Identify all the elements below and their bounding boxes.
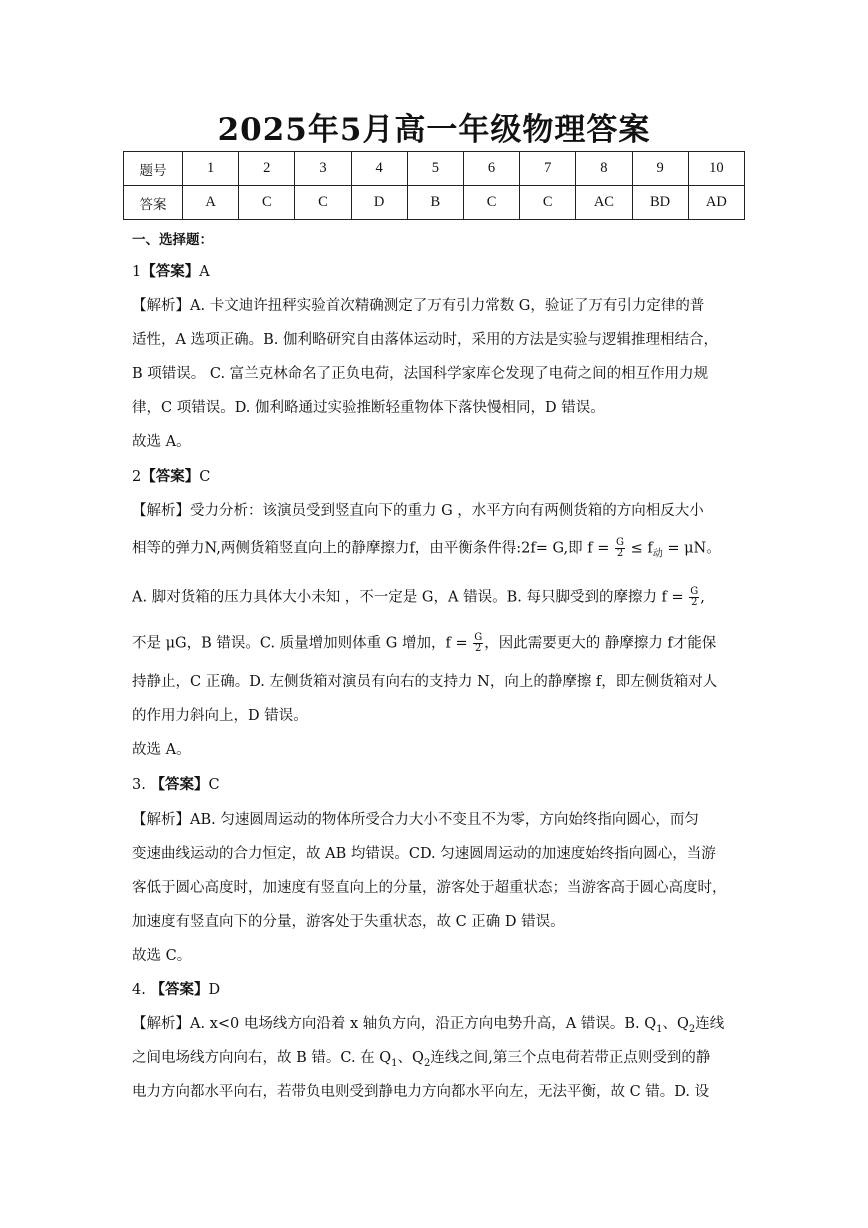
explanation-line: 加速度有竖直向下的分量，游客处于失重状态，故 C 正确 D 错误。 bbox=[132, 914, 565, 930]
explanation-line bbox=[132, 633, 716, 654]
fraction bbox=[473, 633, 483, 654]
table-cell: C bbox=[239, 186, 295, 220]
question-number: 3. bbox=[132, 777, 146, 793]
question-1-answer bbox=[132, 262, 210, 282]
explanation-line: 适性，A 选项正确。B. 伽利略研究自由落体运动时，采用的方法是实验与逻辑推理相结合， bbox=[132, 332, 718, 348]
explanation-line: 客低于圆心高度时，加速度有竖直向上的分量，游客处于超重状态；当游客高于圆心高度时， bbox=[132, 880, 727, 896]
fraction-denominator: 2 bbox=[691, 597, 698, 608]
answer-tag: 【答案】 bbox=[141, 263, 200, 280]
explanation-line bbox=[132, 538, 721, 564]
text-segment: 不是 μG，B 错误。C. 质量增加则体重 G 增加，f = bbox=[132, 635, 468, 652]
fraction-numerator: G bbox=[474, 632, 483, 643]
table-row-numbers bbox=[124, 152, 745, 186]
table-cell: 10 bbox=[688, 152, 744, 186]
text-segment: ，因此需要更大的 静摩擦力 f才能保 bbox=[484, 635, 717, 652]
subscript: 动 bbox=[652, 548, 663, 560]
text-segment: , bbox=[700, 589, 705, 606]
conclusion-line: 故选 C。 bbox=[132, 948, 192, 964]
answer-value: D bbox=[208, 982, 221, 998]
explanation-line: 【解析】AB. 匀速圆周运动的物体所受合力大小不变且不为零，方向始终指向圆心，而匀 bbox=[132, 812, 699, 828]
explanation-line bbox=[132, 587, 705, 608]
fraction-numerator: G bbox=[616, 537, 624, 548]
fraction-denominator: 2 bbox=[475, 643, 482, 654]
text-segment: 相等的弹力N,两侧货箱竖直向上的静摩擦力f，由平衡条件得:2f= G,即 f = bbox=[132, 540, 610, 557]
text-segment: 之间电场线方向向右，故 B 错。C. 在 Q bbox=[132, 1050, 392, 1066]
answer-value: C bbox=[199, 469, 211, 485]
table-cell: 7 bbox=[520, 152, 576, 186]
table-row-answers bbox=[124, 186, 745, 220]
table-cell: C bbox=[295, 186, 351, 220]
question-number: 2 bbox=[132, 469, 142, 485]
fraction bbox=[689, 587, 699, 608]
explanation-line: 持静止，C 正确。D. 左侧货箱对演员有向右的支持力 N，向上的静摩擦 f，即左侧货箱对人 bbox=[132, 674, 718, 690]
answer-table bbox=[123, 151, 745, 220]
fraction-numerator: G bbox=[690, 586, 699, 597]
subscript: 1 bbox=[391, 1057, 398, 1069]
conclusion-line: 故选 A。 bbox=[132, 742, 191, 758]
answer-tag: 【答案】 bbox=[150, 981, 209, 998]
table-header-answer: 答案 bbox=[124, 186, 183, 220]
question-4-answer bbox=[132, 980, 220, 1000]
text-segment: 、Q bbox=[397, 1050, 424, 1066]
table-cell: C bbox=[520, 186, 576, 220]
table-cell: AC bbox=[576, 186, 632, 220]
explanation-line: 电力方向都水平向右，若带负电则受到静电力方向都水平向左，无法平衡，故 C 错。D. 设 bbox=[132, 1084, 710, 1100]
table-cell: 8 bbox=[576, 152, 632, 186]
answer-tag: 【答案】 bbox=[141, 468, 200, 485]
text-segment: = μN。 bbox=[667, 540, 721, 557]
table-cell: 2 bbox=[239, 152, 295, 186]
explanation-line: B 项错误。 C. 富兰克林命名了正负电荷，法国科学家库仑发现了电荷之间的相互作用力规 bbox=[132, 366, 709, 382]
text-segment: ≤ f bbox=[630, 540, 653, 557]
answer-tag: 【答案】 bbox=[150, 776, 209, 793]
explanation-line: 【解析】受力分析：该演员受到竖直向下的重力 G ，水平方向有两侧货箱的方向相反大小 bbox=[132, 503, 704, 519]
answer-value: A bbox=[199, 264, 210, 280]
explanation-line: 律，C 项错误。D. 伽利略通过实验推断轻重物体下落快慢相同，D 错误。 bbox=[132, 400, 605, 416]
text-segment: A. 脚对货箱的压力具体大小未知 ，不一定是 G，A 错误。B. 每只脚受到的摩擦力 f = bbox=[132, 589, 684, 606]
table-cell: C bbox=[463, 186, 519, 220]
table-cell: 3 bbox=[295, 152, 351, 186]
table-cell: 1 bbox=[183, 152, 239, 186]
fraction bbox=[615, 538, 625, 559]
text-segment: 【解析】A. x<0 电场线方向沿着 x 轴负方向，沿正方向电势升高，A 错误。B. Q bbox=[132, 1016, 657, 1032]
table-cell: A bbox=[183, 186, 239, 220]
question-number: 4. bbox=[132, 982, 146, 998]
explanation-line bbox=[132, 1014, 724, 1040]
explanation-line: 的作用力斜向上，D 错误。 bbox=[132, 708, 308, 724]
table-cell: 6 bbox=[463, 152, 519, 186]
table-cell: D bbox=[351, 186, 407, 220]
explanation-line: 【解析】A. 卡文迪许扭秤实验首次精确测定了万有引力常数 G，验证了万有引力定律的普 bbox=[132, 298, 705, 314]
table-cell: 9 bbox=[632, 152, 688, 186]
table-cell: B bbox=[407, 186, 463, 220]
subscript: 1 bbox=[656, 1023, 663, 1035]
section-heading: 一、选择题： bbox=[132, 232, 213, 248]
table-cell: AD bbox=[688, 186, 744, 220]
subscript: 2 bbox=[688, 1023, 696, 1035]
table-cell: 5 bbox=[407, 152, 463, 186]
fraction-denominator: 2 bbox=[616, 548, 624, 559]
text-segment: 连线 bbox=[695, 1016, 725, 1032]
page-title: 2025年5月高一年级物理答案 bbox=[217, 112, 651, 148]
question-3-answer bbox=[132, 775, 220, 795]
question-2-answer bbox=[132, 467, 210, 487]
question-number: 1 bbox=[132, 264, 142, 280]
table-cell: 4 bbox=[351, 152, 407, 186]
explanation-line bbox=[132, 1048, 710, 1074]
table-cell: BD bbox=[632, 186, 688, 220]
subscript: 2 bbox=[423, 1057, 431, 1069]
table-header-number: 题号 bbox=[124, 152, 183, 186]
explanation-line: 变速曲线运动的合力恒定，故 AB 均错误。CD. 匀速圆周运动的加速度始终指向圆心，当游 bbox=[132, 846, 716, 862]
answer-value: C bbox=[208, 777, 220, 793]
text-segment: 、Q bbox=[662, 1016, 689, 1032]
conclusion-line: 故选 A。 bbox=[132, 434, 191, 450]
text-segment: 连线之间,第三个点电荷若带正点则受到的静 bbox=[430, 1050, 711, 1066]
